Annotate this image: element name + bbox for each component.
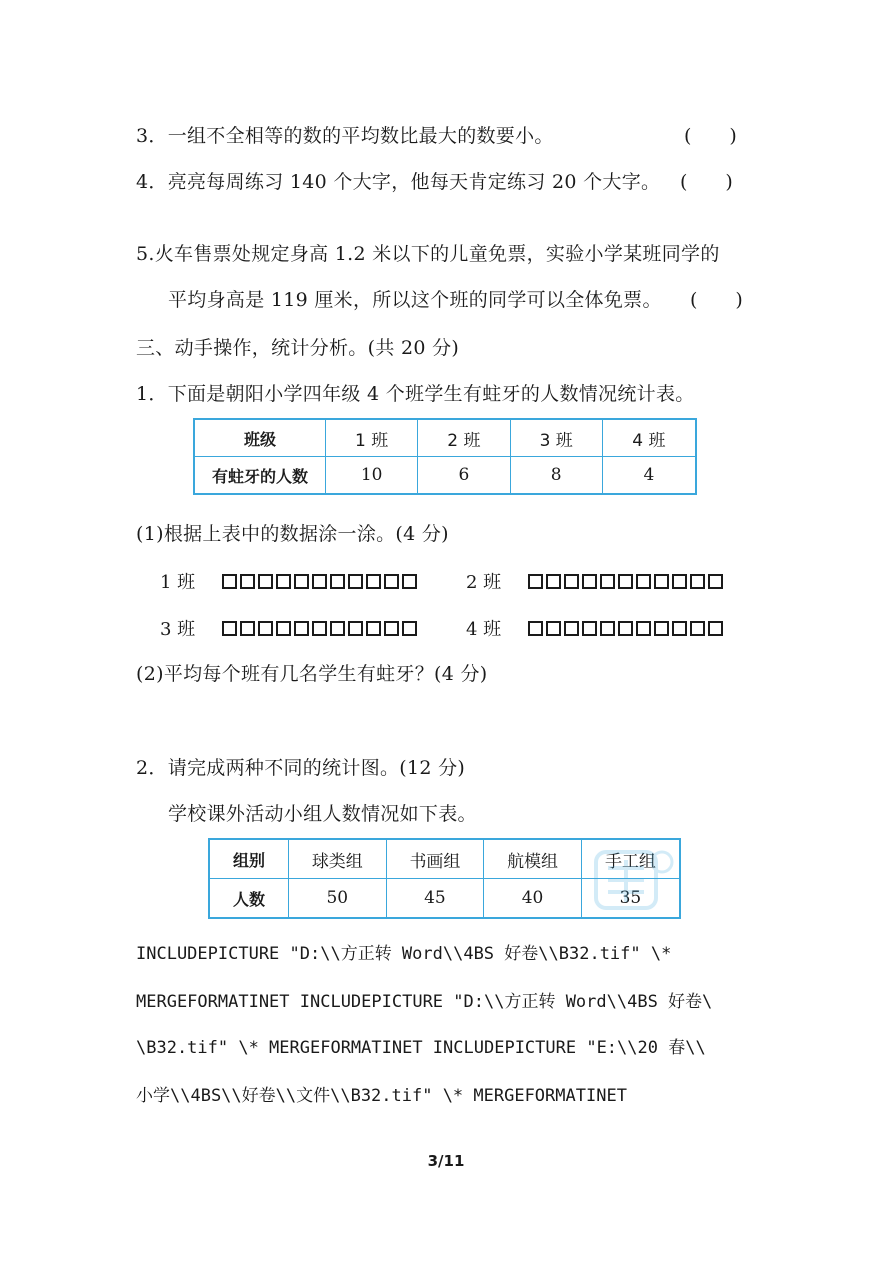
color-box[interactable] xyxy=(618,574,633,589)
color-box[interactable] xyxy=(258,574,273,589)
table-header-cell: 班级 xyxy=(194,419,326,457)
color-box[interactable] xyxy=(348,621,363,636)
coloring-boxes[interactable] xyxy=(222,621,417,636)
table-row xyxy=(194,457,696,495)
judge-item-5-line2: 平均身高是 119 厘米，所以这个班的同学可以全体免票。 xyxy=(168,289,662,311)
color-box[interactable] xyxy=(564,621,579,636)
judge-item-3: 3．一组不全相等的数的平均数比最大的数要小。 xyxy=(136,125,554,147)
color-box[interactable] xyxy=(600,621,615,636)
color-box[interactable] xyxy=(240,621,255,636)
field-code-line-4: 小学\\4BS\\好卷\\文件\\B32.tif" \* MERGEFORMATINET xyxy=(136,1086,627,1106)
color-box[interactable] xyxy=(546,621,561,636)
color-box[interactable] xyxy=(636,574,651,589)
q1-stem: 1．下面是朝阳小学四年级 4 个班学生有蛀牙的人数情况统计表。 xyxy=(136,383,695,405)
coloring-boxes[interactable] xyxy=(528,574,723,589)
field-code-line-1: INCLUDEPICTURE "D:\\方正转 Word\\4BS 好卷\\B32.tif" \* xyxy=(136,944,672,964)
color-box[interactable] xyxy=(654,574,669,589)
table-row xyxy=(194,419,696,457)
table-header-cell: 3 班 xyxy=(510,419,602,457)
q1-sub2: (2)平均每个班有几名学生有蛀牙？(4 分) xyxy=(136,663,488,685)
color-box[interactable] xyxy=(546,574,561,589)
table-cell: 35 xyxy=(581,879,680,919)
color-box[interactable] xyxy=(294,621,309,636)
judge-item-5-line1: 5.火车售票处规定身高 1.2 米以下的儿童免票，实验小学某班同学的 xyxy=(136,243,720,265)
color-box[interactable] xyxy=(384,574,399,589)
table-cell: 10 xyxy=(326,457,418,495)
color-box[interactable] xyxy=(222,574,237,589)
table-header-cell: 手工组 xyxy=(581,839,680,879)
color-box[interactable] xyxy=(258,621,273,636)
field-code-line-3: \B32.tif" \* MERGEFORMATINET INCLUDEPICTURE "E:\\20 春\\ xyxy=(136,1038,706,1058)
table-header-cell: 4 班 xyxy=(602,419,696,457)
color-box[interactable] xyxy=(528,621,543,636)
table-cell: 6 xyxy=(418,457,510,495)
box-row-label: 3 班 xyxy=(160,619,196,640)
coloring-boxes[interactable] xyxy=(528,621,723,636)
color-box[interactable] xyxy=(330,621,345,636)
color-box[interactable] xyxy=(582,621,597,636)
color-box[interactable] xyxy=(348,574,363,589)
color-box[interactable] xyxy=(690,621,705,636)
table-cell: 45 xyxy=(386,879,484,919)
color-box[interactable] xyxy=(654,621,669,636)
color-box[interactable] xyxy=(312,574,327,589)
table-cell: 8 xyxy=(510,457,602,495)
q2-intro: 学校课外活动小组人数情况如下表。 xyxy=(168,803,477,825)
q2-stem: 2．请完成两种不同的统计图。(12 分) xyxy=(136,757,466,779)
color-box[interactable] xyxy=(618,621,633,636)
color-box[interactable] xyxy=(366,574,381,589)
box-row-class1 xyxy=(160,568,417,594)
color-box[interactable] xyxy=(708,621,723,636)
color-box[interactable] xyxy=(564,574,579,589)
color-box[interactable] xyxy=(240,574,255,589)
table-row-label: 人数 xyxy=(209,879,289,919)
color-box[interactable] xyxy=(402,621,417,636)
color-box[interactable] xyxy=(636,621,651,636)
section-title: 三、动手操作，统计分析。(共 20 分) xyxy=(136,337,460,359)
table-header-cell: 航模组 xyxy=(484,839,582,879)
box-row-label: 4 班 xyxy=(466,619,502,640)
box-row-class4 xyxy=(466,615,723,641)
color-box[interactable] xyxy=(366,621,381,636)
color-box[interactable] xyxy=(330,574,345,589)
q1-sub1: (1)根据上表中的数据涂一涂。(4 分) xyxy=(136,523,449,545)
table-header-cell: 书画组 xyxy=(386,839,484,879)
box-row-class3 xyxy=(160,615,417,641)
answer-paren-3[interactable]: ( ) xyxy=(684,125,737,147)
color-box[interactable] xyxy=(672,574,687,589)
table-header-cell: 1 班 xyxy=(326,419,418,457)
color-box[interactable] xyxy=(582,574,597,589)
table-header-cell: 2 班 xyxy=(418,419,510,457)
color-box[interactable] xyxy=(690,574,705,589)
watermark-logo xyxy=(588,842,680,918)
color-box[interactable] xyxy=(672,621,687,636)
table-cell: 4 xyxy=(602,457,696,495)
answer-paren-4[interactable]: ( ) xyxy=(680,171,733,193)
judge-item-4: 4．亮亮每周练习 140 个大字，他每天肯定练习 20 个大字。 xyxy=(136,171,661,193)
field-code-line-2: MERGEFORMATINET INCLUDEPICTURE "D:\\方正转 Word\\4BS 好卷\ xyxy=(136,992,713,1012)
box-row-class2 xyxy=(466,568,723,594)
color-box[interactable] xyxy=(222,621,237,636)
color-box[interactable] xyxy=(294,574,309,589)
table-row-label: 有蛀牙的人数 xyxy=(194,457,326,495)
color-box[interactable] xyxy=(600,574,615,589)
page-number: 3/11 xyxy=(427,1152,465,1170)
color-box[interactable] xyxy=(528,574,543,589)
cavity-table xyxy=(193,418,697,495)
color-box[interactable] xyxy=(276,621,291,636)
table-cell: 40 xyxy=(484,879,582,919)
color-box[interactable] xyxy=(708,574,723,589)
color-box[interactable] xyxy=(402,574,417,589)
color-box[interactable] xyxy=(312,621,327,636)
color-box[interactable] xyxy=(276,574,291,589)
table-header-cell: 组别 xyxy=(209,839,289,879)
color-box[interactable] xyxy=(384,621,399,636)
box-row-label: 1 班 xyxy=(160,572,196,593)
table-header-cell: 球类组 xyxy=(289,839,387,879)
box-row-label: 2 班 xyxy=(466,572,502,593)
table-cell: 50 xyxy=(289,879,387,919)
coloring-boxes[interactable] xyxy=(222,574,417,589)
answer-paren-5[interactable]: ( ) xyxy=(690,289,743,311)
